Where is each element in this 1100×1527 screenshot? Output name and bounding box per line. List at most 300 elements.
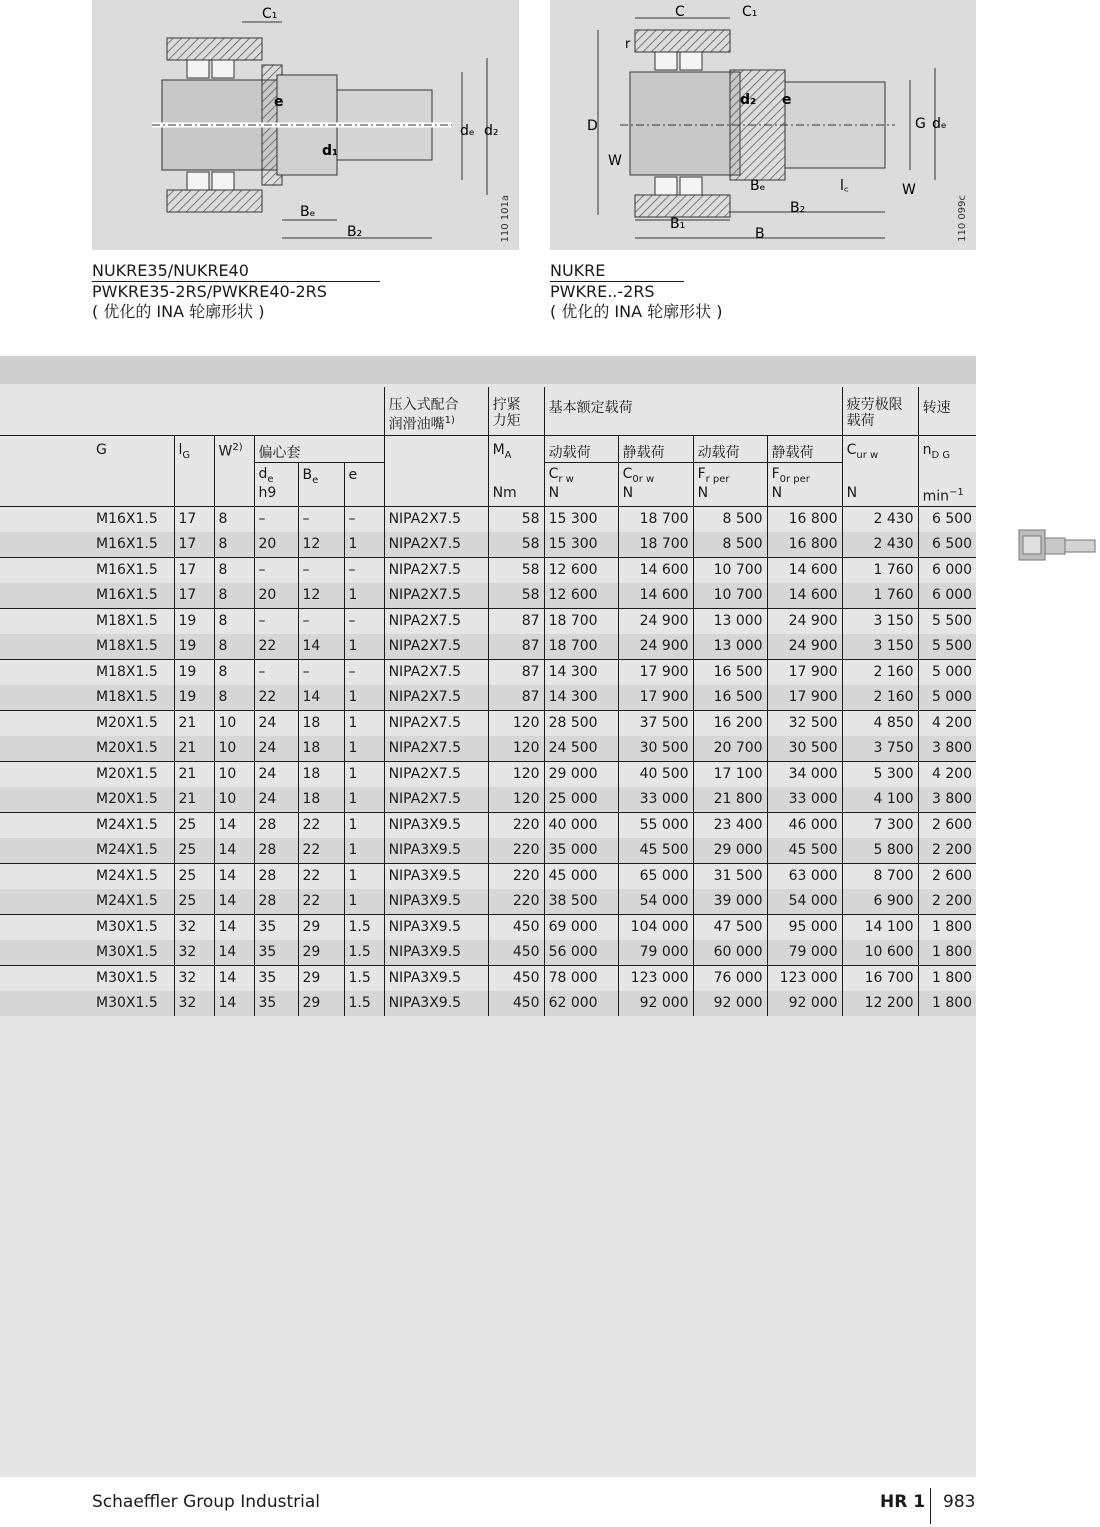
cell-thread: M18X1.5 [92,608,174,634]
cell-speed: 1 800 [918,965,976,991]
cell-lg: 19 [174,634,214,660]
cell-torque: 87 [488,659,544,685]
cell-c0rw: 40 500 [618,761,693,787]
hdr-c0rw: $C_{0r w}$ N [618,462,693,506]
cell-c0rw: 24 900 [618,608,693,634]
cell-crw: 38 500 [544,889,618,915]
cell-f0rper: 17 900 [767,659,842,685]
footer-company: Schaeffler Group Industrial [92,1492,320,1512]
caption-2-line-3: ( 优化的 INA 轮廓形状 ) [550,302,723,321]
cell-w: 10 [214,710,254,736]
row-spacer [0,736,92,762]
cell-c0rw: 33 000 [618,787,693,813]
table-row [0,532,976,558]
cell-torque: 120 [488,787,544,813]
cell-w: 14 [214,863,254,889]
figure-caption-1 [92,261,380,322]
svg-text:l꜀: l꜀ [840,178,849,194]
header-band [0,356,976,384]
cell-e: 1 [344,761,384,787]
cell-w: 14 [214,812,254,838]
cell-be: 14 [298,685,344,711]
svg-text:G: G [915,116,926,132]
cell-speed: 1 800 [918,991,976,1016]
cell-torque: 87 [488,634,544,660]
cell-curw: 2 160 [842,685,918,711]
cell-speed: 5 000 [918,659,976,685]
cell-torque: 87 [488,685,544,711]
table-row [0,736,976,762]
cell-nipple: NIPA2X7.5 [384,685,488,711]
table-row [0,710,976,736]
row-spacer [0,634,92,660]
row-spacer [0,863,92,889]
hdr-fatigue: 疲劳极限 载荷 [842,387,918,435]
cell-be: 29 [298,940,344,966]
cell-frper: 10 700 [693,557,767,583]
cell-crw: 28 500 [544,710,618,736]
cell-f0rper: 33 000 [767,787,842,813]
cell-frper: 20 700 [693,736,767,762]
cell-be: 14 [298,634,344,660]
cell-de: 24 [254,710,298,736]
cell-curw: 14 100 [842,914,918,940]
cell-f0rper: 24 900 [767,634,842,660]
cell-nipple: NIPA3X9.5 [384,914,488,940]
svg-text:d₁: d₁ [322,143,339,159]
cell-frper: 10 700 [693,583,767,609]
cell-crw: 15 300 [544,532,618,558]
cell-frper: 60 000 [693,940,767,966]
caption-1-line-1: NUKRE35/NUKRE40 [92,261,380,282]
cell-de: 35 [254,914,298,940]
table-row [0,914,976,940]
cell-f0rper: 14 600 [767,557,842,583]
row-spacer [0,583,92,609]
cell-lg: 19 [174,685,214,711]
cell-f0rper: 24 900 [767,608,842,634]
cell-e: 1 [344,710,384,736]
row-spacer [0,965,92,991]
cell-e: 1 [344,583,384,609]
cell-nipple: NIPA2X7.5 [384,787,488,813]
cell-thread: M20X1.5 [92,736,174,762]
cell-de: 28 [254,889,298,915]
cell-lg: 21 [174,761,214,787]
cell-nipple: NIPA3X9.5 [384,965,488,991]
cell-c0rw: 54 000 [618,889,693,915]
hdr-speed: 转速 [918,387,976,435]
cell-f0rper: 92 000 [767,991,842,1016]
cell-f0rper: 17 900 [767,685,842,711]
cell-crw: 78 000 [544,965,618,991]
footer-section: HR 1 [880,1492,926,1512]
cell-curw: 4 100 [842,787,918,813]
drawing-id-2: 110 099c [957,195,968,242]
cell-lg: 21 [174,787,214,813]
cell-crw: 69 000 [544,914,618,940]
cell-lg: 32 [174,991,214,1016]
cell-nipple: NIPA2X7.5 [384,557,488,583]
cell-frper: 13 000 [693,634,767,660]
cell-de: 22 [254,634,298,660]
cell-thread: M30X1.5 [92,940,174,966]
cell-frper: 8 500 [693,532,767,558]
cell-frper: 39 000 [693,889,767,915]
cell-crw: 15 300 [544,506,618,532]
cell-speed: 5 000 [918,685,976,711]
svg-text:W: W [608,153,622,169]
row-spacer [0,506,92,532]
cell-nipple: NIPA2X7.5 [384,532,488,558]
hdr-ma: $M_A$ Nm [488,435,544,506]
row-spacer [0,914,92,940]
table-row [0,991,976,1016]
cell-thread: M24X1.5 [92,889,174,915]
cell-w: 8 [214,506,254,532]
cell-c0rw: 79 000 [618,940,693,966]
cell-torque: 220 [488,863,544,889]
cell-curw: 5 300 [842,761,918,787]
cell-torque: 120 [488,710,544,736]
cell-crw: 18 700 [544,608,618,634]
cell-torque: 58 [488,583,544,609]
cell-thread: M18X1.5 [92,659,174,685]
cell-f0rper: 54 000 [767,889,842,915]
cell-lg: 21 [174,736,214,762]
cell-curw: 2 430 [842,506,918,532]
cell-lg: 25 [174,838,214,864]
svg-text:Bₑ: Bₑ [750,178,766,194]
cell-curw: 7 300 [842,812,918,838]
cell-nipple: NIPA2X7.5 [384,710,488,736]
row-spacer [0,659,92,685]
cell-nipple: NIPA3X9.5 [384,991,488,1016]
cell-w: 8 [214,685,254,711]
caption-1-line-2: PWKRE35-2RS/PWKRE40-2RS [92,282,327,301]
cell-de: – [254,506,298,532]
row-spacer [0,940,92,966]
cell-frper: 21 800 [693,787,767,813]
table-row [0,889,976,915]
cell-de: 24 [254,761,298,787]
svg-text:C₁: C₁ [742,4,758,20]
cell-speed: 1 800 [918,914,976,940]
table-row [0,761,976,787]
cell-be: 18 [298,787,344,813]
cell-w: 8 [214,608,254,634]
table-row [0,787,976,813]
cell-frper: 29 000 [693,838,767,864]
cell-c0rw: 92 000 [618,991,693,1016]
bearing-thumbnail-icon [1018,528,1096,562]
cell-be: 12 [298,583,344,609]
cell-crw: 45 000 [544,863,618,889]
hdr-frper: $F_{r per}$ N [693,462,767,506]
cell-crw: 24 500 [544,736,618,762]
cell-torque: 220 [488,889,544,915]
cell-w: 14 [214,940,254,966]
row-spacer [0,991,92,1016]
cell-frper: 13 000 [693,608,767,634]
hdr-lg: $l_G$ [174,435,214,506]
svg-text:dₑ: dₑ [932,116,947,132]
drawing-nukre35 [92,0,519,250]
cell-speed: 2 200 [918,838,976,864]
cell-nipple: NIPA3X9.5 [384,889,488,915]
cell-crw: 12 600 [544,557,618,583]
cell-nipple: NIPA2X7.5 [384,506,488,532]
hdr-static-2: 静载荷 [767,435,842,462]
cell-de: 22 [254,685,298,711]
cell-torque: 450 [488,965,544,991]
cell-crw: 18 700 [544,634,618,660]
cell-speed: 2 600 [918,863,976,889]
table-row [0,838,976,864]
label-c1: C₁ [262,6,278,22]
cell-c0rw: 37 500 [618,710,693,736]
cell-frper: 47 500 [693,914,767,940]
cell-speed: 2 200 [918,889,976,915]
cell-f0rper: 30 500 [767,736,842,762]
cell-de: – [254,608,298,634]
cell-de: – [254,659,298,685]
cell-f0rper: 46 000 [767,812,842,838]
cell-f0rper: 95 000 [767,914,842,940]
row-spacer [0,889,92,915]
cell-be: 29 [298,965,344,991]
row-spacer [0,608,92,634]
cell-speed: 5 500 [918,634,976,660]
cell-be: 22 [298,863,344,889]
cell-crw: 25 000 [544,787,618,813]
cell-crw: 29 000 [544,761,618,787]
svg-text:d₂: d₂ [740,92,757,108]
cell-c0rw: 17 900 [618,659,693,685]
cell-c0rw: 24 900 [618,634,693,660]
cell-c0rw: 104 000 [618,914,693,940]
bearing-section-drawing-2 [550,0,976,250]
cell-f0rper: 14 600 [767,583,842,609]
cell-be: – [298,557,344,583]
cell-frper: 23 400 [693,812,767,838]
svg-text:C: C [675,4,685,20]
cell-f0rper: 34 000 [767,761,842,787]
cell-nipple: NIPA2X7.5 [384,634,488,660]
table-row [0,965,976,991]
cell-frper: 16 500 [693,659,767,685]
cell-curw: 6 900 [842,889,918,915]
table-row [0,506,976,532]
cell-be: 22 [298,838,344,864]
cell-de: 28 [254,838,298,864]
table-body [0,506,976,1016]
cell-de: 24 [254,787,298,813]
hdr-eccentric: 偏心套 [254,435,384,462]
cell-frper: 31 500 [693,863,767,889]
cell-f0rper: 32 500 [767,710,842,736]
svg-text:Bₑ: Bₑ [300,204,316,220]
cell-e: 1 [344,787,384,813]
cell-e: 1.5 [344,914,384,940]
cell-crw: 62 000 [544,991,618,1016]
row-spacer [0,685,92,711]
cell-thread: M16X1.5 [92,557,174,583]
cell-e: 1 [344,838,384,864]
figure-caption-2 [550,261,722,322]
cell-w: 10 [214,736,254,762]
cell-thread: M30X1.5 [92,965,174,991]
cell-frper: 76 000 [693,965,767,991]
cell-frper: 92 000 [693,991,767,1016]
svg-text:B₁: B₁ [670,216,686,232]
cell-thread: M18X1.5 [92,634,174,660]
cell-speed: 3 800 [918,787,976,813]
drawing-nukre [550,0,976,250]
row-spacer [0,787,92,813]
cell-nipple: NIPA3X9.5 [384,838,488,864]
cell-thread: M20X1.5 [92,761,174,787]
cell-w: 14 [214,991,254,1016]
footer-page-number: 983 [943,1492,976,1512]
hdr-w: $W^{2)}$ [214,435,254,506]
cell-f0rper: 16 800 [767,532,842,558]
cell-torque: 120 [488,736,544,762]
cell-curw: 8 700 [842,863,918,889]
table-row [0,863,976,889]
cell-speed: 4 200 [918,761,976,787]
cell-torque: 87 [488,608,544,634]
cell-nipple: NIPA2X7.5 [384,736,488,762]
svg-text:e: e [274,94,284,110]
cell-thread: M30X1.5 [92,991,174,1016]
cell-speed: 4 200 [918,710,976,736]
cell-e: 1.5 [344,991,384,1016]
cell-lg: 32 [174,914,214,940]
cell-f0rper: 79 000 [767,940,842,966]
cell-nipple: NIPA2X7.5 [384,761,488,787]
cell-nipple: NIPA3X9.5 [384,940,488,966]
cell-w: 8 [214,532,254,558]
svg-text:B₂: B₂ [347,224,363,240]
cell-lg: 19 [174,659,214,685]
row-spacer [0,557,92,583]
cell-crw: 12 600 [544,583,618,609]
spec-table [0,387,976,1016]
cell-lg: 25 [174,863,214,889]
cell-speed: 6 000 [918,557,976,583]
cell-c0rw: 30 500 [618,736,693,762]
cell-f0rper: 123 000 [767,965,842,991]
cell-de: 35 [254,965,298,991]
cell-e: – [344,506,384,532]
drawing-id-1: 110 101a [500,195,511,243]
cell-curw: 1 760 [842,583,918,609]
cell-curw: 5 800 [842,838,918,864]
cell-de: – [254,557,298,583]
cell-be: – [298,659,344,685]
cell-de: 24 [254,736,298,762]
cell-curw: 16 700 [842,965,918,991]
cell-f0rper: 16 800 [767,506,842,532]
cell-be: 18 [298,761,344,787]
cell-torque: 120 [488,761,544,787]
cell-speed: 6 000 [918,583,976,609]
cell-w: 14 [214,965,254,991]
cell-torque: 450 [488,940,544,966]
cell-thread: M20X1.5 [92,710,174,736]
hdr-f0rper: $F_{0r per}$ N [767,462,842,506]
cell-de: 35 [254,940,298,966]
cell-e: 1 [344,889,384,915]
cell-c0rw: 45 500 [618,838,693,864]
cell-be: – [298,506,344,532]
cell-torque: 58 [488,557,544,583]
cell-speed: 6 500 [918,532,976,558]
cell-thread: M30X1.5 [92,914,174,940]
cell-thread: M16X1.5 [92,583,174,609]
cell-crw: 14 300 [544,659,618,685]
cell-c0rw: 65 000 [618,863,693,889]
row-spacer [0,812,92,838]
cell-w: 14 [214,914,254,940]
cell-curw: 10 600 [842,940,918,966]
cell-torque: 58 [488,506,544,532]
svg-text:e: e [782,92,792,108]
cell-e: 1 [344,634,384,660]
cell-lg: 19 [174,608,214,634]
cell-c0rw: 14 600 [618,583,693,609]
cell-de: 20 [254,532,298,558]
cell-be: – [298,608,344,634]
cell-w: 8 [214,634,254,660]
cell-be: 29 [298,914,344,940]
hdr-press-fit: 压入式配合 润滑油嘴$^{1)}$ [384,387,488,435]
row-spacer [0,761,92,787]
cell-lg: 17 [174,557,214,583]
cell-curw: 2 430 [842,532,918,558]
cell-c0rw: 18 700 [618,532,693,558]
cell-e: – [344,659,384,685]
hdr-torque: 拧紧 力矩 [488,387,544,435]
cell-f0rper: 63 000 [767,863,842,889]
cell-f0rper: 45 500 [767,838,842,864]
cell-speed: 3 800 [918,736,976,762]
cell-frper: 16 500 [693,685,767,711]
cell-lg: 32 [174,965,214,991]
cell-nipple: NIPA3X9.5 [384,863,488,889]
cell-be: 29 [298,991,344,1016]
table-row [0,557,976,583]
cell-de: 20 [254,583,298,609]
cell-torque: 58 [488,532,544,558]
cell-crw: 14 300 [544,685,618,711]
table-row [0,634,976,660]
cell-w: 10 [214,787,254,813]
cell-de: 35 [254,991,298,1016]
hdr-be: $B_e$ [298,462,344,506]
hdr-e: e [344,462,384,506]
cell-c0rw: 17 900 [618,685,693,711]
cell-w: 8 [214,659,254,685]
cell-torque: 450 [488,914,544,940]
cell-frper: 16 200 [693,710,767,736]
cell-crw: 40 000 [544,812,618,838]
cell-nipple: NIPA3X9.5 [384,812,488,838]
hdr-de: $d_e$ h9 [254,462,298,506]
cell-nipple: NIPA2X7.5 [384,608,488,634]
cell-thread: M24X1.5 [92,863,174,889]
